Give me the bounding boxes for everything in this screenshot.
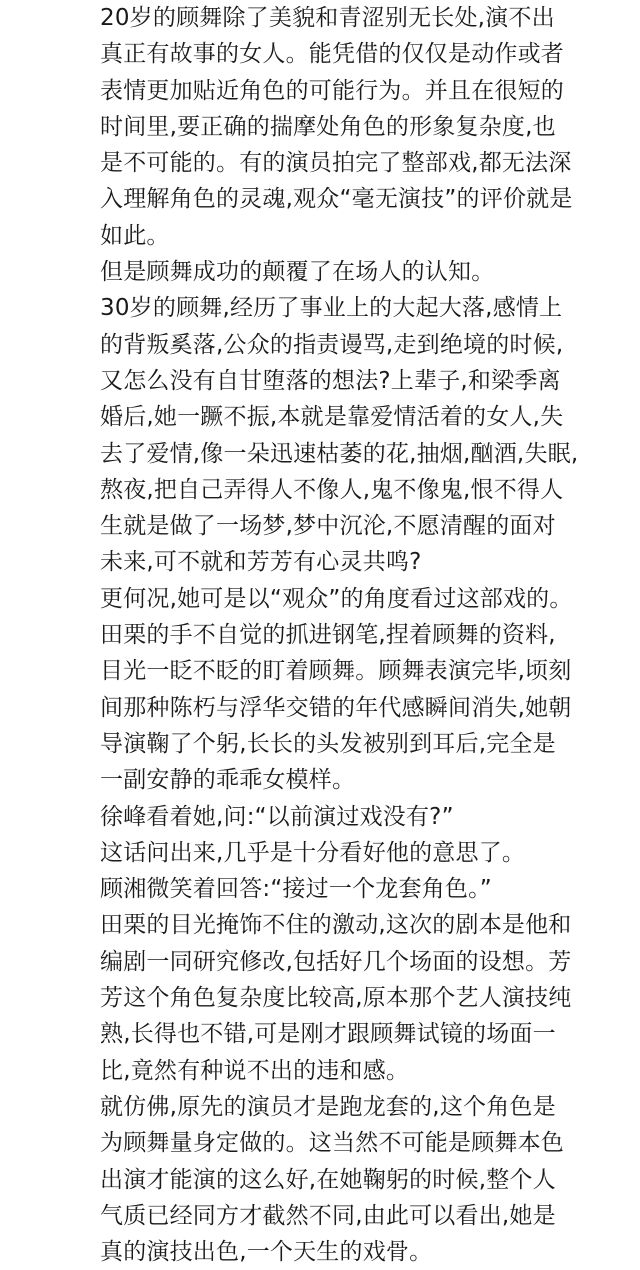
text-line: 比,竟然有种说不出的违和感。 — [100, 1057, 410, 1084]
text-line: 是不可能的。有的演员拍完了整部戏,都无法深 — [100, 150, 572, 177]
text-line: 间那种陈朽与浮华交错的年代感瞬间消失,她朝 — [100, 694, 572, 721]
text-line: 真正有故事的女人。能凭借的仅仅是动作或者 — [100, 41, 564, 68]
text-line: 如此。 — [100, 222, 170, 249]
text-line: 表情更加贴近角色的可能行为。并且在很短的 — [100, 77, 564, 104]
text-line: 一副安静的乖乖女模样。 — [100, 767, 356, 794]
text-line: 更何况,她可是以“观众”的角度看过这部戏的。 — [100, 585, 573, 612]
text-line: 芳这个角色复杂度比较高,原本那个艺人演技纯 — [100, 985, 572, 1012]
text-line: 为顾舞量身定做的。这当然不可能是顾舞本色 — [100, 1130, 564, 1157]
text-line: 熟,长得也不错,可是刚才跟顾舞试镜的场面一 — [100, 1021, 556, 1048]
text-line: 气质已经同方才截然不同,由此可以看出,她是 — [100, 1202, 556, 1229]
text-line: 这话问出来,几乎是十分看好他的意思了。 — [100, 839, 526, 866]
text-line: 田栗的手不自觉的抓进钢笔,捏着顾舞的资料, — [100, 622, 556, 649]
text-line: 导演鞠了个躬,长长的头发被别到耳后,完全是 — [100, 730, 556, 757]
text-line: 真的演技出色,一个天生的戏骨。 — [100, 1239, 433, 1266]
text-line: 目光一眨不眨的盯着顾舞。顾舞表演完毕,顷刻 — [100, 658, 572, 685]
text-line: 但是顾舞成功的颠覆了在场人的认知。 — [100, 259, 495, 286]
text-line: 的背叛奚落,公众的指责谩骂,走到绝境的时候, — [100, 331, 564, 358]
text-line: 时间里,要正确的揣摩处角色的形象复杂度,也 — [100, 113, 556, 140]
text-line: 出演才能演的这么好,在她鞠躬的时候,整个人 — [100, 1166, 556, 1193]
text-line: 编剧一同研究修改,包括好几个场面的设想。芳 — [100, 948, 572, 975]
text-line: 未来,可不就和芳芳有心灵共鸣? — [100, 549, 422, 576]
text-line: 20岁的顾舞除了美貌和青涩别无长处,演不出 — [100, 5, 555, 31]
text-line: 田栗的目光掩饰不住的激动,这次的剧本是他和 — [100, 912, 572, 939]
text-line: 顾湘微笑着回答:“接过一个龙套角色。” — [100, 876, 492, 903]
text-line: 去了爱情,像一朵迅速枯萎的花,抽烟,酗酒,失眠, — [100, 440, 579, 467]
text-line: 婚后,她一蹶不振,本就是靠爱情活着的女人,失 — [100, 404, 564, 431]
text-line: 熬夜,把自己弄得人不像人,鬼不像鬼,恨不得人 — [100, 476, 564, 503]
text-line: 生就是做了一场梦,梦中沉沦,不愿清醒的面对 — [100, 513, 556, 540]
article-text — [100, 0, 620, 1270]
text-line: 就仿佛,原先的演员才是跑龙套的,这个角色是 — [100, 1093, 556, 1120]
text-line: 徐峰看着她,问:“以前演过戏没有?” — [100, 803, 454, 830]
text-line: 又怎么没有自甘堕落的想法?上辈子,和梁季离 — [100, 367, 561, 394]
text-line: 30岁的顾舞,经历了事业上的大起大落,感情上 — [100, 295, 563, 322]
text-line: 入理解角色的灵魂,观众“毫无演技”的评价就是 — [100, 186, 573, 213]
